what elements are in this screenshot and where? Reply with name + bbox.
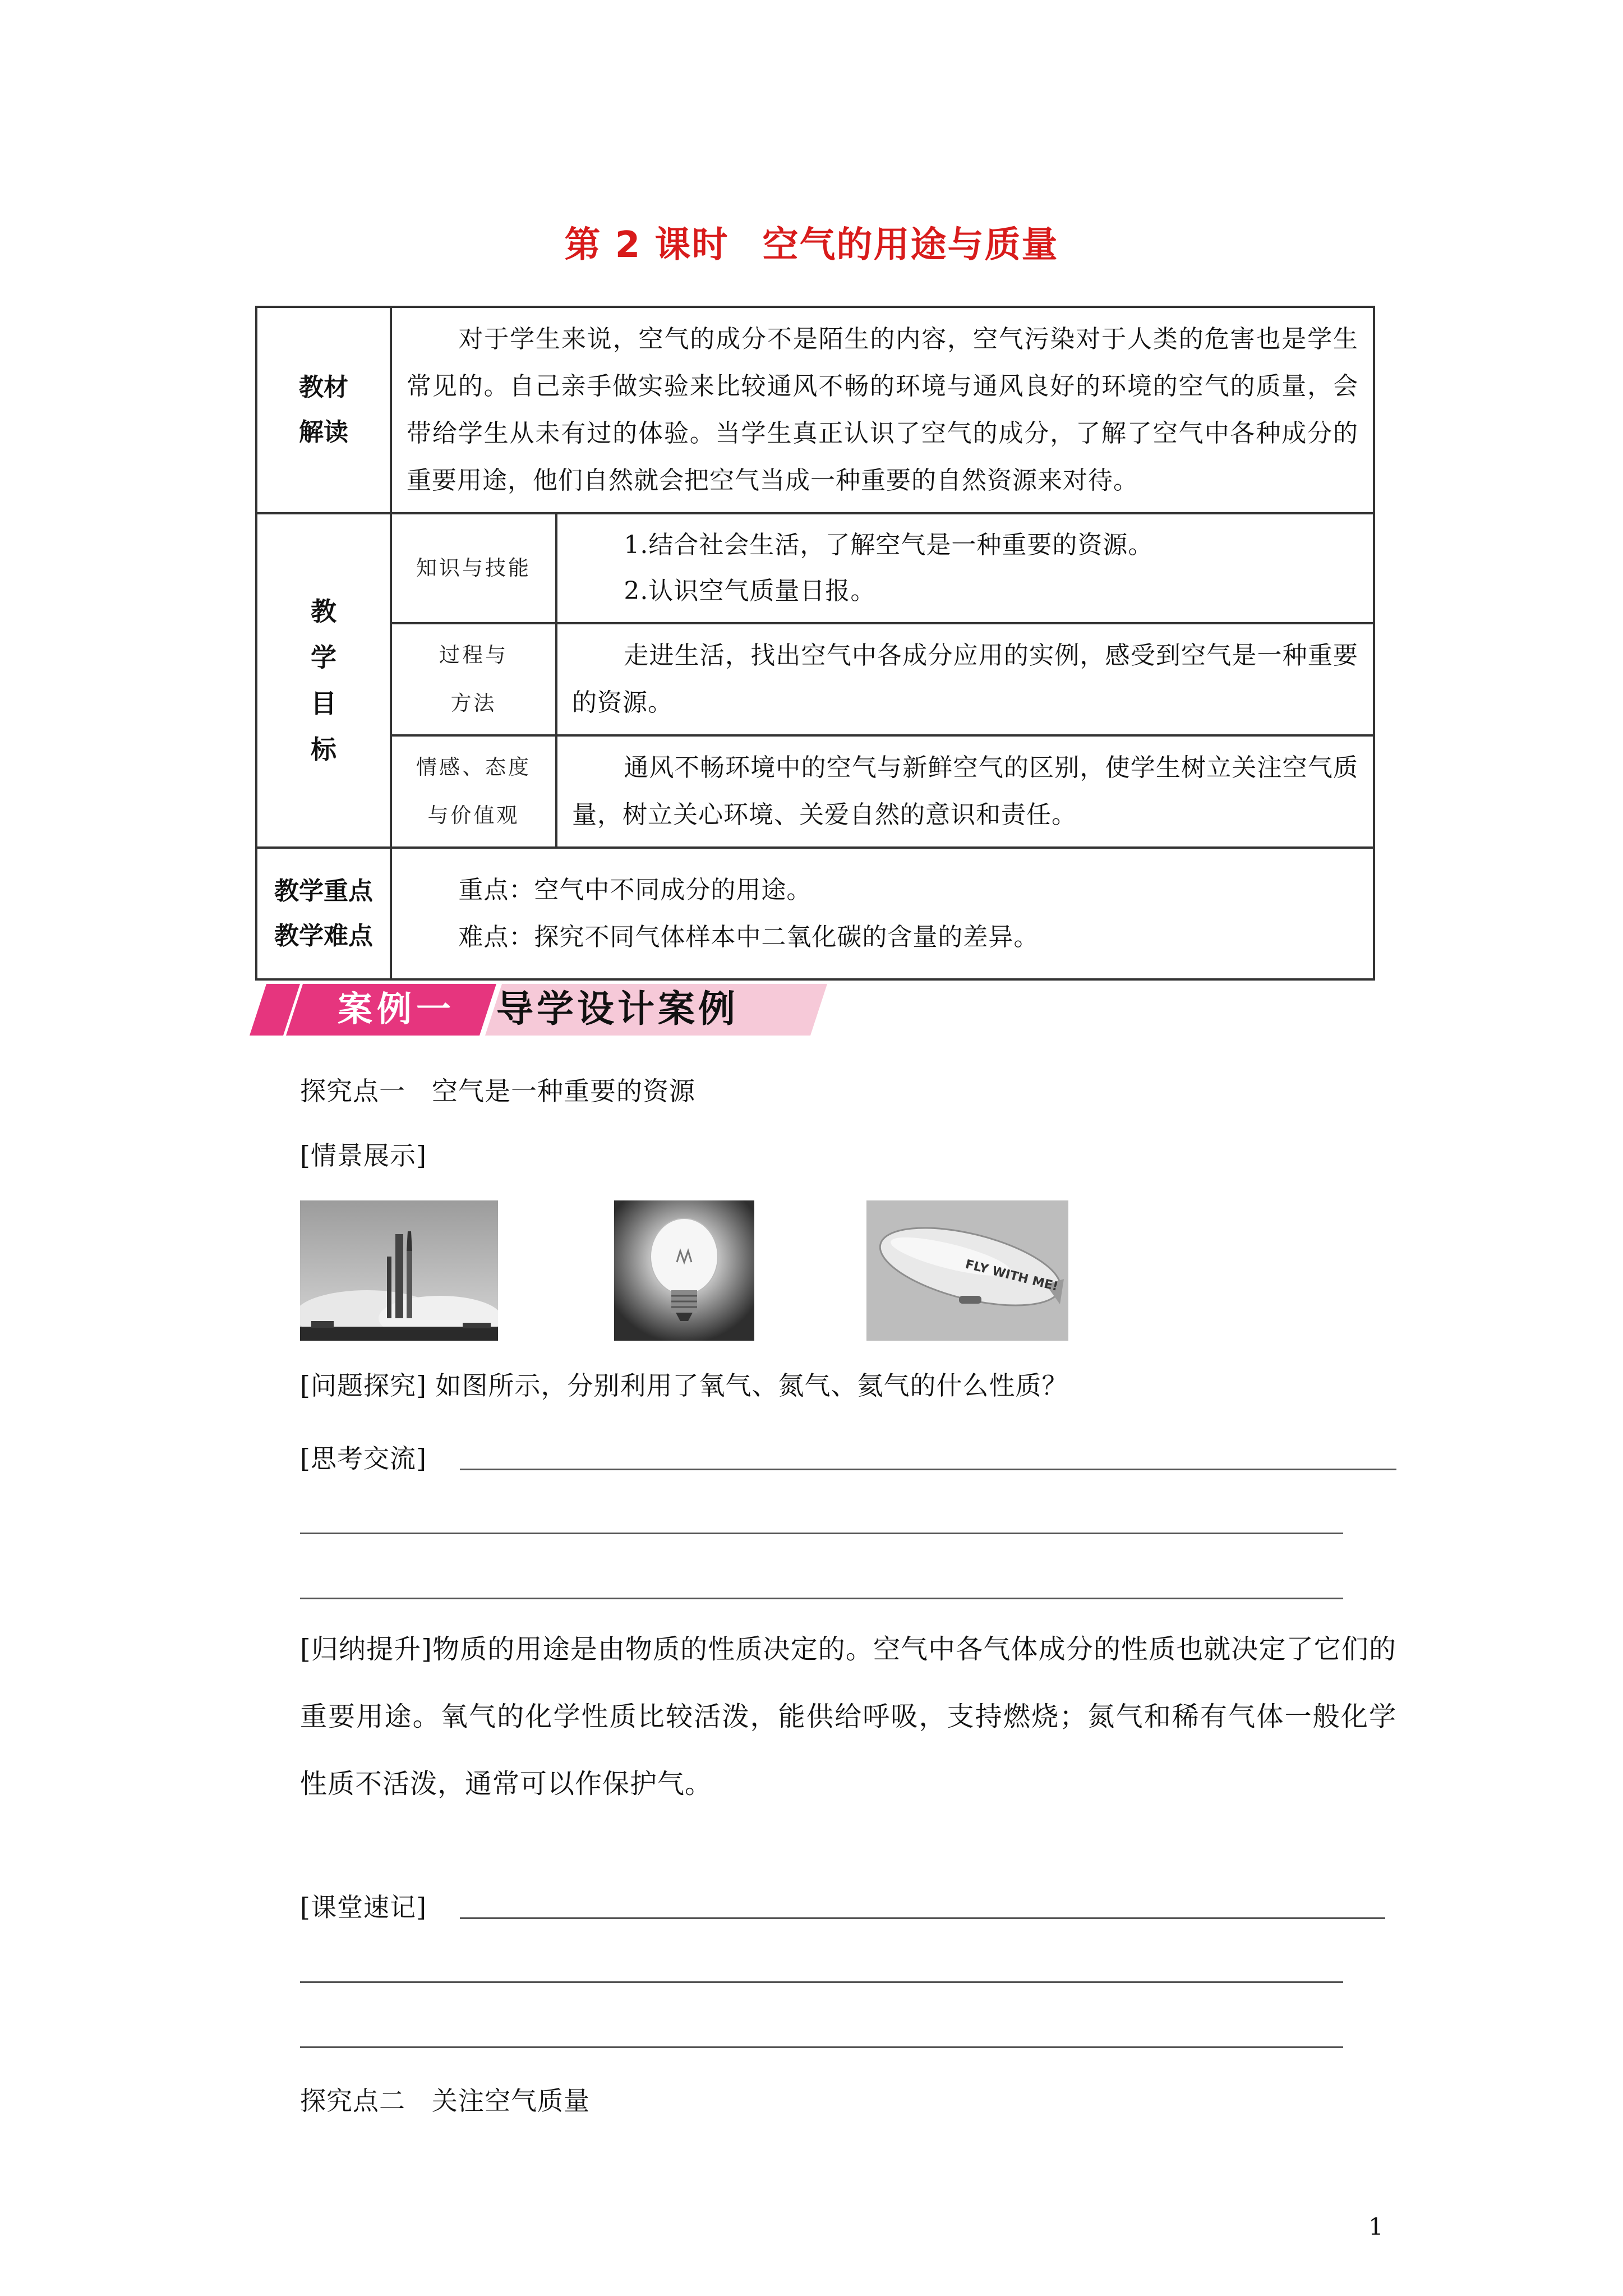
page-number: 1 [1368,2213,1384,2240]
summary-paragraph: [归纳提升]物质的用途是由物质的性质决定的。空气中各气体成分的性质也就决定了它们的重要用途。氧气的化学性质比较活泼，能供给呼吸，支持燃烧；氮气和稀有气体一般化学性质不活泼，通常可以作保护气。 [300,1634,1396,1800]
goal-text-emotion: 通风不畅环境中的空气与新鲜空气的区别，使学生树立关注空气质量，树立关心环境、关爱自然的意识和责任。 [556,735,1374,848]
think-label: [思考交流] [300,1443,427,1474]
notes-line-1[interactable] [460,1917,1385,1919]
light-bulb-image [614,1200,754,1341]
goal-label-process: 过程与 方法 [391,623,556,735]
textbook-label: 教材 解读 [256,307,391,513]
goal-label-emotion: 情感、态度 与价值观 [391,735,556,848]
scene-label: [情景展示] [300,1140,427,1171]
section-heading-1: 探究点一 空气是一种重要的资源 [300,1076,695,1106]
notes-label: [课堂速记] [300,1892,427,1922]
airship-image [866,1200,1068,1341]
lesson-title: 空气的用途与质量 [762,224,1059,266]
rocket-launch-image [300,1200,498,1341]
page-title [0,216,1623,268]
textbook-text: 对于学生来说，空气的成分不是陌生的内容，空气污染对于人类的危害也是学生常见的。自己亲手做实验来比较通风不畅的环境与通风良好的环境的空气的质量，会带给学生从未有过的体验。当学生真正认识了空气的成分，了解了空气中各种成分的重要用途，他们自然就会把空气当成一种重要的自然资源来对待。 [391,307,1374,513]
notes-line-3[interactable] [300,2046,1343,2048]
goal-row-process [256,623,1374,735]
question-text: [问题探究] 如图所示，分别利用了氧气、氮气、氦气的什么性质？ [300,1370,1068,1401]
answer-line-1[interactable] [460,1469,1396,1470]
svg-text:FLY WITH ME!: FLY WITH ME! [963,1257,1060,1294]
focus-row [256,848,1374,979]
answer-line-2[interactable] [300,1533,1343,1534]
goal-row-emotion [256,735,1374,848]
section-heading-2: 探究点二 关注空气质量 [300,2086,590,2116]
focus-label: 教学重点 教学难点 [256,848,391,979]
goals-label: 教 学 目 标 [256,513,391,848]
goal-text-process: 走进生活，找出空气中各成分应用的实例，感受到空气是一种重要的资源。 [556,623,1374,735]
lesson-number: 第 2 课时 [564,224,729,266]
textbook-row [256,307,1374,513]
section-banner [250,982,827,1038]
goal-row-knowledge [256,513,1374,623]
banner-title: 导学设计案例 [496,987,739,1030]
notes-line-2[interactable] [300,1981,1343,1983]
lesson-info-table [255,306,1375,981]
goal-label-knowledge: 知识与技能 [391,513,556,623]
goal-text-knowledge: 1.结合社会生活，了解空气是一种重要的资源。 2.认识空气质量日报。 [556,513,1374,623]
answer-line-3[interactable] [300,1598,1343,1599]
focus-text: 重点：空气中不同成分的用途。 难点：探究不同气体样本中二氧化碳的含量的差异。 [391,848,1374,979]
banner-tag: 案例一 [337,988,455,1029]
